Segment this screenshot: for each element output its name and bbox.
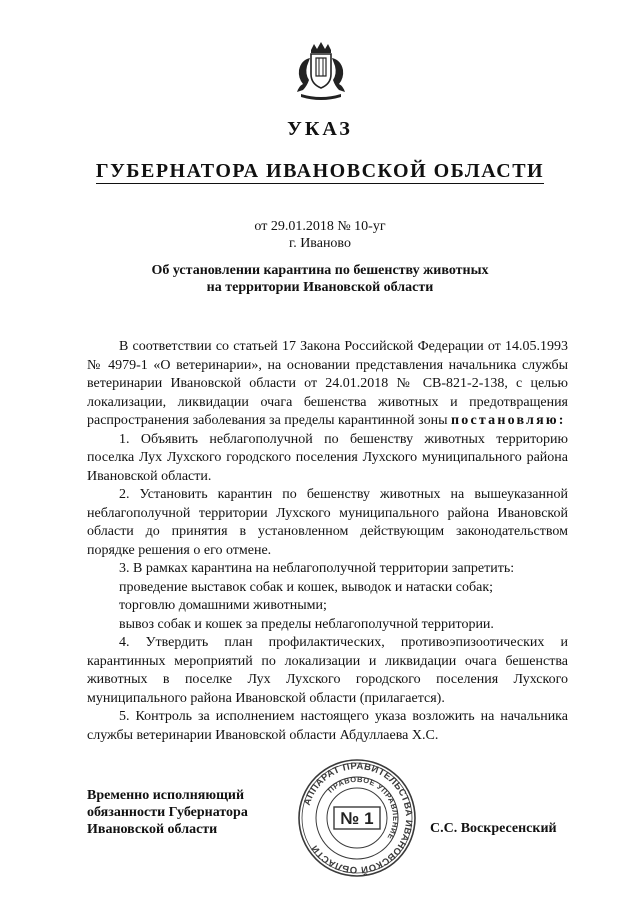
item-5: 5. Контроль за исполнением настоящего указа возложить на начальника службы ветеринарии Ивановской области Абдуллаева Х.С. bbox=[87, 709, 568, 743]
item-4: 4. Утвердить план профилактических, противоэпизоотических и карантинных мероприятий по локализации и ликвидации очага бешенства животных в поселке Лух Лухского городского поселения Лухского муниципального района Ивановской области (прилагается). bbox=[87, 635, 568, 706]
decree-subject bbox=[0, 262, 640, 296]
preamble-text: В соответствии со статьей 17 Закона Российской Федерации от 14.05.1993 № 4979-1 «О ветеринарии», на основании представления начальника службы ветеринарии Ивановской области от 24.01.2018 № СВ-821-2-138, с целью локализации, ликвидации очага бешенства животных и предотвращения распространения заболевания за пределы карантинной зоны bbox=[87, 339, 568, 428]
position-line-2: обязанности Губернатора bbox=[87, 805, 248, 820]
stamp-ring-text: АППАРАТ ПРАВИТЕЛЬСТВА ИВАНОВСКОЙ ОБЛАСТИ bbox=[301, 760, 415, 876]
item-1: 1. Объявить неблагополучной по бешенству животных территорию поселка Лух Лухского городского поселения Лухского муниципального района Ивановской области. bbox=[87, 431, 568, 484]
decree-body bbox=[87, 338, 568, 745]
signatory-name: С.С. Воскресенский bbox=[430, 821, 557, 836]
position-line-3: Ивановской области bbox=[87, 822, 218, 837]
item-3-a: проведение выставок собак и кошек, выводок и натаски собак; bbox=[119, 579, 494, 595]
official-stamp bbox=[296, 757, 418, 879]
position-line-1: Временно исполняющий bbox=[87, 788, 245, 803]
item-3: 3. В рамках карантина на неблагополучной территории запретить: bbox=[119, 561, 515, 576]
decree-date-number: от 29.01.2018 № 10-уг bbox=[254, 219, 386, 234]
issuing-authority bbox=[0, 160, 640, 183]
item-3-c: вывоз собак и кошек за пределы неблагополучной территории. bbox=[119, 616, 494, 632]
stamp-number: № 1 bbox=[340, 809, 374, 828]
issuing-authority-text: ГУБЕРНАТОРА ИВАНОВСКОЙ ОБЛАСТИ bbox=[95, 160, 545, 182]
item-2: 2. Установить карантин по бешенству животных на вышеуказанной неблагополучной территории Лухского муниципального района Ивановской области до принятия в установленном действующим законодательством порядке решения о его отмене. bbox=[87, 487, 568, 558]
signatory-position bbox=[87, 787, 248, 838]
item-3-b: торговлю домашними животными; bbox=[119, 598, 327, 613]
decree-word: постановляю bbox=[451, 413, 559, 428]
decree-city: г. Иваново bbox=[289, 236, 351, 251]
decree-colon: : bbox=[558, 413, 564, 428]
preamble-paragraph bbox=[87, 338, 568, 431]
document-type: УКАЗ bbox=[287, 118, 353, 140]
coat-of-arms-icon bbox=[289, 40, 353, 104]
subject-line-2: на территории Ивановской области bbox=[206, 280, 434, 295]
subject-line-1: Об установлении карантина по бешенству животных bbox=[151, 263, 489, 278]
stamp-inner-text: ПРАВОВОЕ УПРАВЛЕНИЕ bbox=[325, 774, 401, 842]
